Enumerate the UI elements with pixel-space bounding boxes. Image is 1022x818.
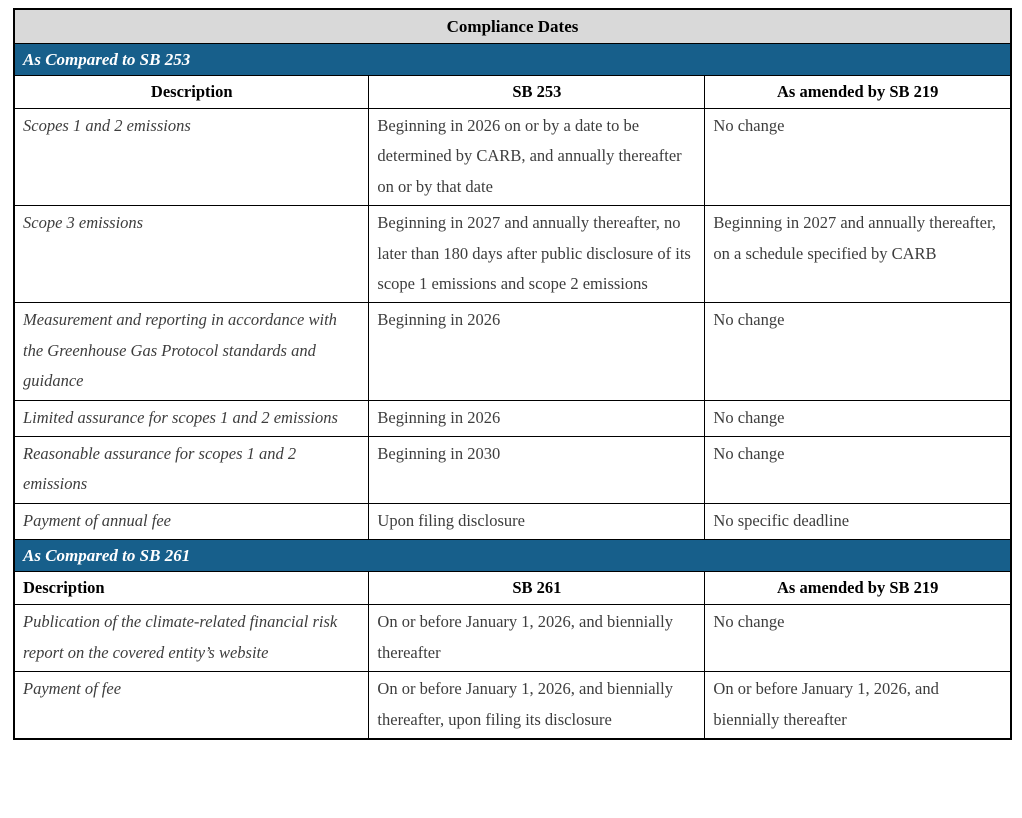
table-row-publication-risk-report xyxy=(14,605,1011,672)
table-row-measurement-reporting xyxy=(14,303,1011,400)
column-header-description-1: Description xyxy=(14,76,369,109)
cell-description: Limited assurance for scopes 1 and 2 emissions xyxy=(14,400,369,436)
cell-sb219-value: No change xyxy=(705,437,1011,504)
column-header-description-2: Description xyxy=(14,572,369,605)
cell-description: Payment of fee xyxy=(14,672,369,739)
cell-description: Publication of the climate-related financial risk report on the covered entity’s website xyxy=(14,605,369,672)
column-header-sb261: SB 261 xyxy=(369,572,705,605)
column-header-sb219-2: As amended by SB 219 xyxy=(705,572,1011,605)
cell-sb219-value: Beginning in 2027 and annually thereafter, on a schedule specified by CARB xyxy=(705,206,1011,303)
section-banner-sb253: As Compared to SB 253 xyxy=(14,44,1011,76)
column-header-sb253: SB 253 xyxy=(369,76,705,109)
column-header-sb219-1: As amended by SB 219 xyxy=(705,76,1011,109)
table-row-payment-annual-fee xyxy=(14,503,1011,539)
cell-sb219-value: No change xyxy=(705,109,1011,206)
cell-description: Scopes 1 and 2 emissions xyxy=(14,109,369,206)
cell-sb253-value: Beginning in 2030 xyxy=(369,437,705,504)
cell-description: Measurement and reporting in accordance with the Greenhouse Gas Protocol standards and guidance xyxy=(14,303,369,400)
cell-sb219-value: On or before January 1, 2026, and biennially thereafter xyxy=(705,672,1011,739)
cell-sb253-value: Beginning in 2026 on or by a date to be determined by CARB, and annually thereafter on or by that date xyxy=(369,109,705,206)
cell-sb253-value: Beginning in 2027 and annually thereafter, no later than 180 days after public disclosure of its scope 1 emissions and scope 2 emissions xyxy=(369,206,705,303)
cell-sb219-value: No specific deadline xyxy=(705,503,1011,539)
table-title-row xyxy=(14,9,1011,44)
section-banner-sb261: As Compared to SB 261 xyxy=(14,540,1011,572)
table-row-scope-3 xyxy=(14,206,1011,303)
cell-description: Payment of annual fee xyxy=(14,503,369,539)
cell-sb253-value: Beginning in 2026 xyxy=(369,400,705,436)
cell-sb261-value: On or before January 1, 2026, and biennially thereafter xyxy=(369,605,705,672)
sb261-header-row xyxy=(14,572,1011,605)
cell-sb261-value: On or before January 1, 2026, and biennially thereafter, upon filing its disclosure xyxy=(369,672,705,739)
compliance-dates-table xyxy=(13,8,1012,740)
cell-sb219-value: No change xyxy=(705,303,1011,400)
cell-description: Reasonable assurance for scopes 1 and 2 emissions xyxy=(14,437,369,504)
table-row-payment-of-fee xyxy=(14,672,1011,739)
compliance-dates-table-wrap xyxy=(13,8,1012,740)
sb253-header-row xyxy=(14,76,1011,109)
cell-sb253-value: Beginning in 2026 xyxy=(369,303,705,400)
cell-sb219-value: No change xyxy=(705,400,1011,436)
section-banner-sb253-row xyxy=(14,44,1011,76)
cell-sb219-value: No change xyxy=(705,605,1011,672)
table-row-scopes-1-2 xyxy=(14,109,1011,206)
table-title: Compliance Dates xyxy=(14,9,1011,44)
section-banner-sb261-row xyxy=(14,540,1011,572)
cell-sb253-value: Upon filing disclosure xyxy=(369,503,705,539)
cell-description: Scope 3 emissions xyxy=(14,206,369,303)
table-row-reasonable-assurance xyxy=(14,437,1011,504)
table-row-limited-assurance xyxy=(14,400,1011,436)
